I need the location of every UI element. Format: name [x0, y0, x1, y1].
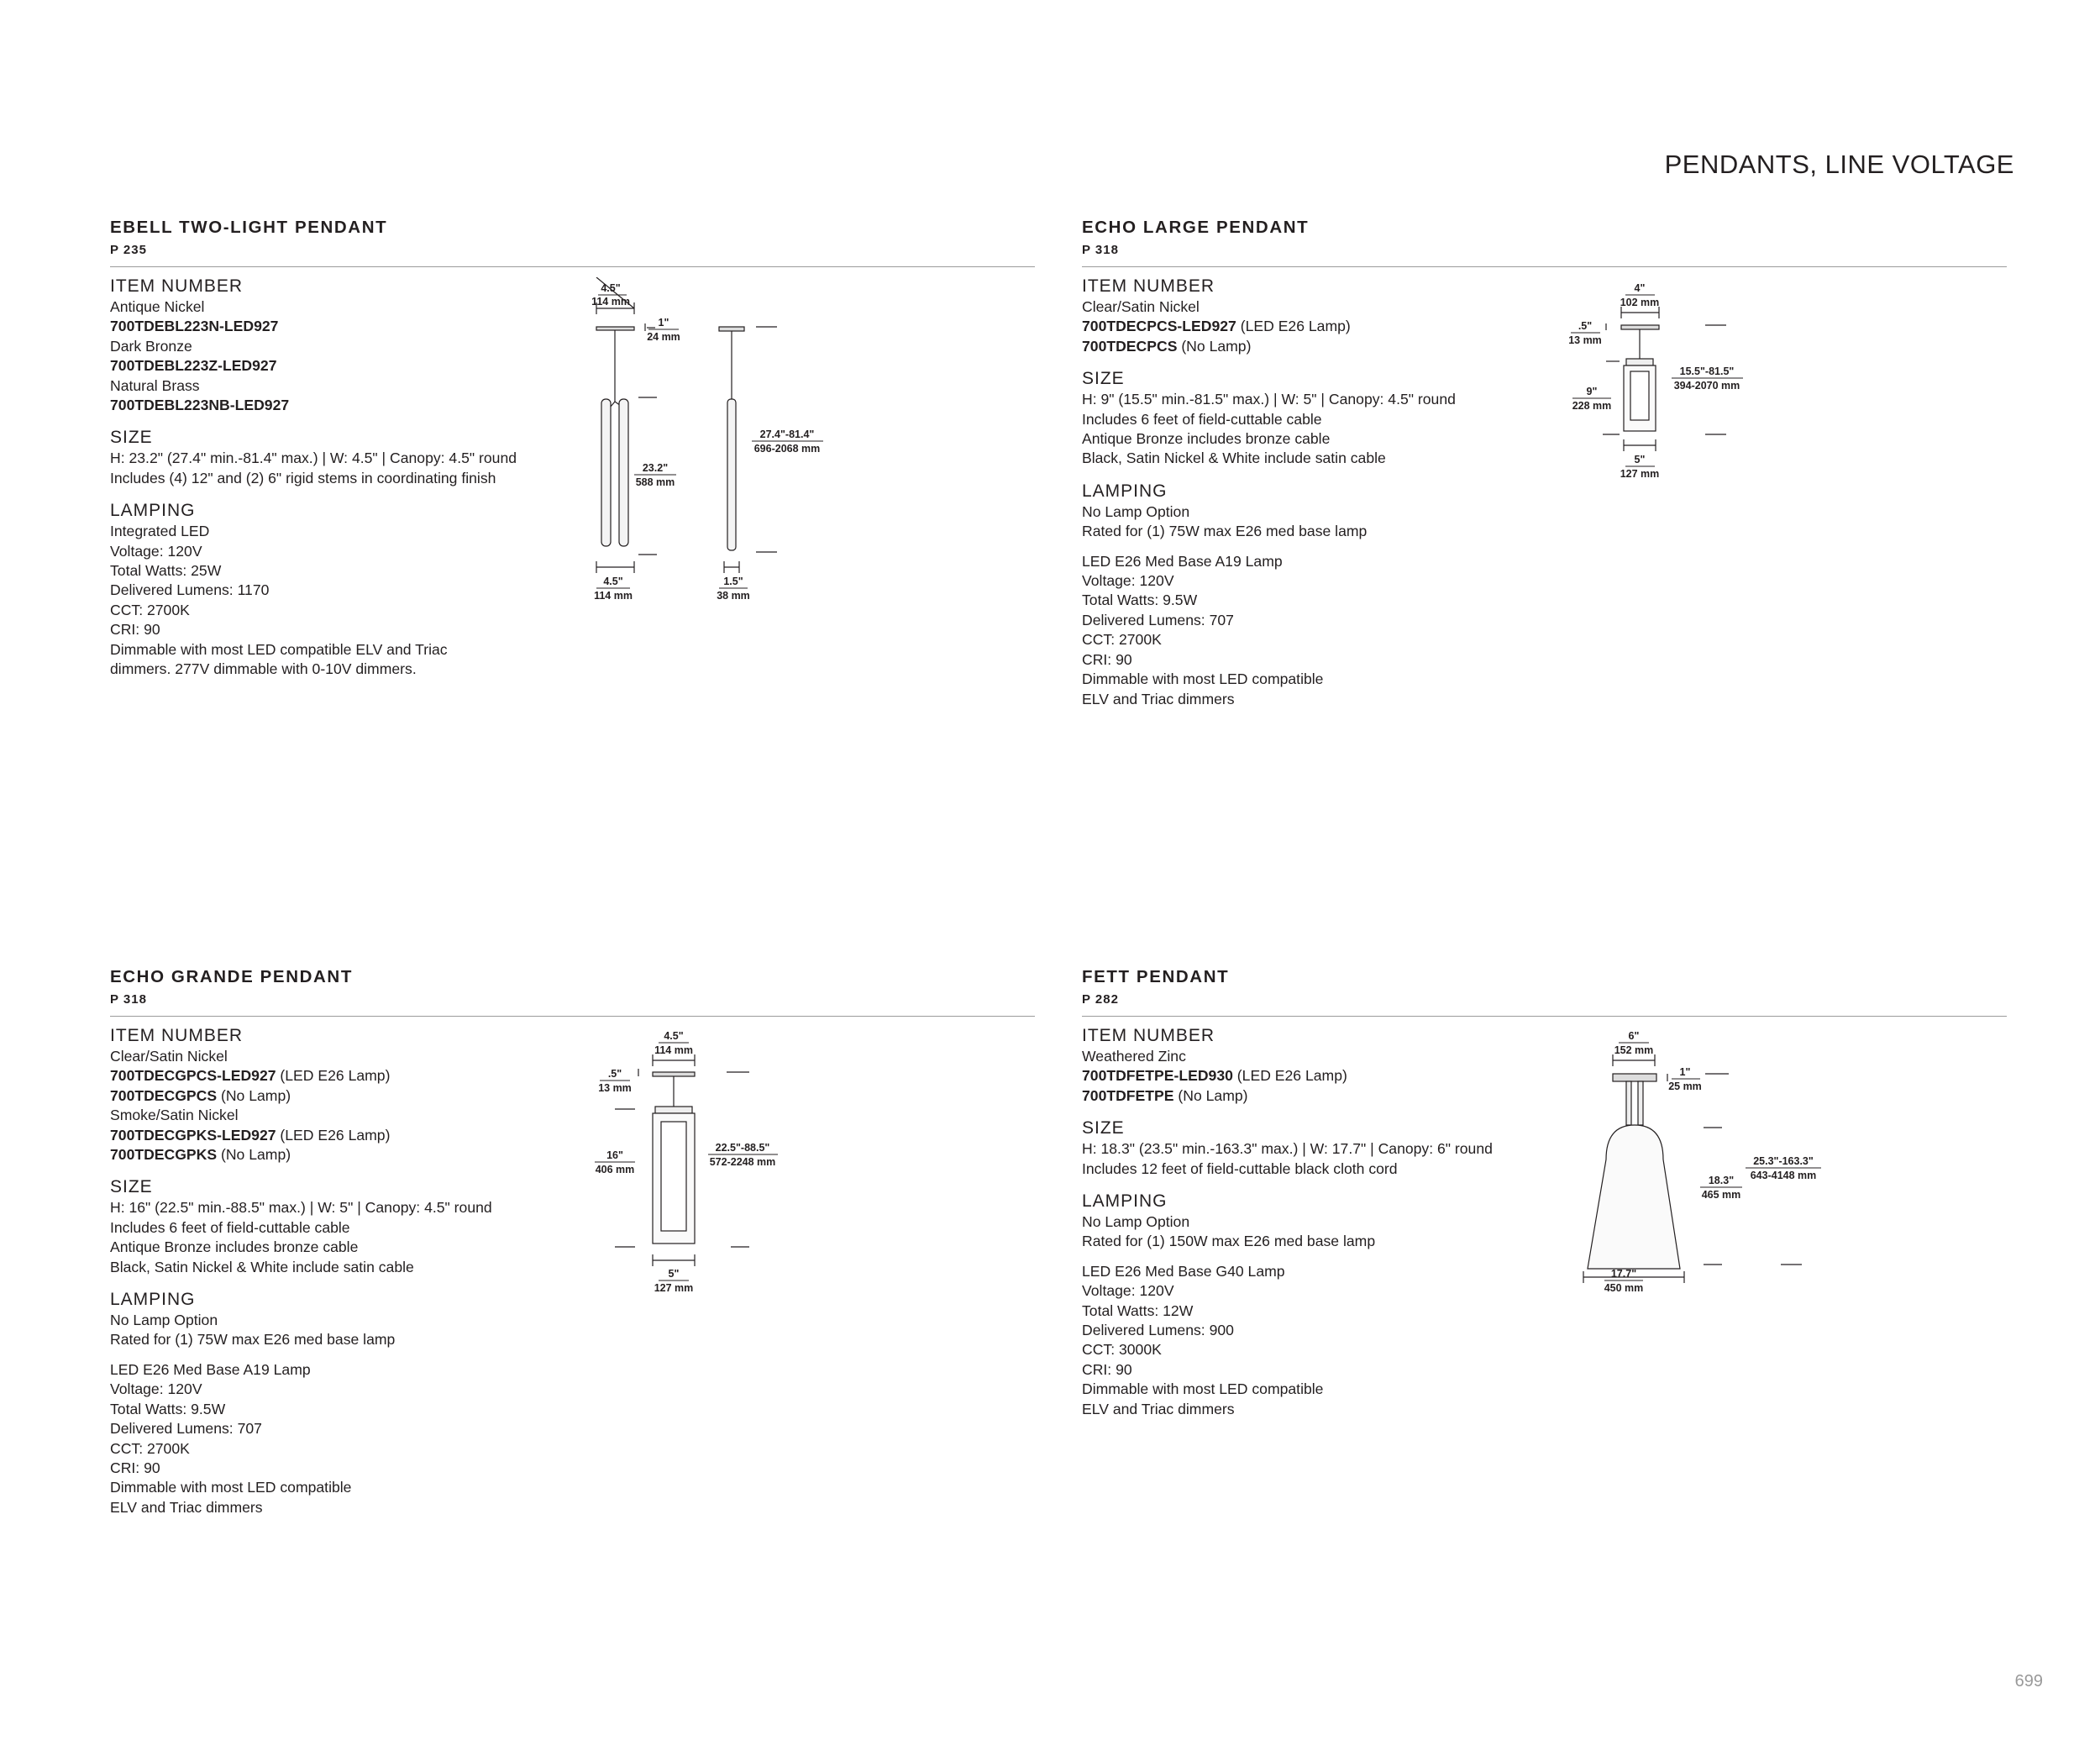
lamping-line: Delivered Lumens: 900 [1082, 1322, 1234, 1339]
dim-width-mm: 450 mm [1604, 1282, 1644, 1294]
size-heading: SIZE [1082, 369, 1125, 389]
page-reference: P 282 [1082, 992, 1119, 1007]
item-code: 700TDECPCS-LED927 [1082, 318, 1236, 335]
dim-canopy-h-mm: 25 mm [1668, 1081, 1702, 1092]
dim-canopy-h-mm: 24 mm [647, 331, 680, 343]
item-number-heading: ITEM NUMBER [110, 276, 243, 296]
product-title: EBELL TWO-LIGHT PENDANT [110, 218, 388, 237]
lamping-line: ELV and Triac dimmers [1082, 1400, 1235, 1417]
fett-dimension-drawing [1546, 1025, 1848, 1302]
dim-canopy-h-mm: 13 mm [598, 1082, 632, 1094]
size-line: H: 16" (22.5" min.-88.5" max.) | W: 5" | Canopy: 4.5" round [110, 1199, 492, 1217]
dim-canopy-h-in: 1" [658, 317, 669, 329]
size-line: H: 9" (15.5" min.-81.5" max.) | W: 5" | Canopy: 4.5" round [1082, 391, 1456, 408]
dim-width-mm: 127 mm [1620, 468, 1660, 480]
size-line: Includes (4) 12" and (2) 6" rigid stems in coordinating finish [110, 469, 496, 486]
product-title: ECHO LARGE PENDANT [1082, 218, 1310, 237]
section-divider [110, 1016, 1035, 1017]
dim-width-in: 5" [1634, 454, 1646, 465]
dim-body-h-in: 16" [606, 1149, 623, 1161]
item-code: 700TDECGPKS-LED927 [110, 1126, 276, 1144]
lamping-line: Dimmable with most LED compatible [110, 1479, 352, 1496]
echo-grande-dimension-drawing [588, 1025, 806, 1294]
dim-body-h-mm: 588 mm [635, 476, 675, 488]
echo-large-dimension-drawing [1554, 277, 1772, 487]
dim-body-h-mm: 406 mm [595, 1164, 635, 1175]
lamping-line: Delivered Lumens: 1170 [110, 581, 270, 599]
lamping-line: CRI: 90 [1082, 1360, 1132, 1378]
lamping-heading: LAMPING [110, 1290, 196, 1310]
tube-left [601, 399, 611, 546]
item-number-heading: ITEM NUMBER [1082, 276, 1215, 296]
dim-tube-mm: 38 mm [717, 590, 750, 602]
item-note: (No Lamp) [1173, 1086, 1248, 1104]
spec-text [110, 276, 580, 680]
lamping-line: CRI: 90 [1082, 650, 1132, 668]
lamping-heading: LAMPING [1082, 481, 1168, 501]
lamping-line: Integrated LED [110, 523, 210, 540]
size-line: H: 23.2" (27.4" min.-81.4" max.) | W: 4.5" | Canopy: 4.5" round [110, 450, 517, 467]
dim-canopy-in: 4.5" [601, 282, 621, 294]
lamping-line: Total Watts: 25W [110, 562, 222, 580]
dim-body-h-in: 18.3" [1708, 1175, 1735, 1186]
item-note: (No Lamp) [1177, 337, 1252, 355]
dim-overall-mm: 394-2070 mm [1673, 380, 1740, 392]
dim-canopy-mm: 114 mm [591, 296, 630, 308]
page-reference: P 318 [1082, 243, 1119, 257]
page-number: 699 [2014, 1672, 2043, 1691]
size-line: Antique Bronze includes bronze cable [1082, 430, 1331, 448]
lamping-line: No Lamp Option [1082, 502, 1190, 520]
item-code: 700TDFETPE-LED930 [1082, 1067, 1233, 1085]
lamping-line: Voltage: 120V [110, 542, 202, 560]
lamping-line: Voltage: 120V [110, 1380, 202, 1398]
dim-canopy-mm: 102 mm [1620, 297, 1660, 308]
lamping-line: CCT: 2700K [110, 601, 190, 618]
lamping-line: Delivered Lumens: 707 [1082, 611, 1234, 628]
ebell-dimension-drawing [580, 277, 848, 613]
lamping-line: Delivered Lumens: 707 [110, 1420, 262, 1438]
dim-canopy-h-in: .5" [607, 1068, 622, 1080]
lamping-line: CRI: 90 [110, 1459, 160, 1476]
lamping-line: CCT: 2700K [1082, 631, 1162, 649]
size-line: Antique Bronze includes bronze cable [110, 1238, 359, 1256]
lamping-line: Total Watts: 9.5W [110, 1400, 226, 1417]
item-finish: Antique Nickel [110, 298, 205, 315]
dim-body-h-in: 9" [1586, 386, 1598, 397]
item-finish: Dark Bronze [110, 337, 192, 355]
dim-canopy-mm: 114 mm [654, 1044, 693, 1056]
lamping-line: CRI: 90 [110, 621, 160, 639]
dim-canopy-h-mm: 13 mm [1568, 334, 1602, 346]
dim-overall-in: 22.5"-88.5" [715, 1142, 770, 1154]
item-code: 700TDEBL223Z-LED927 [110, 357, 277, 375]
item-code: 700TDEBL223NB-LED927 [110, 397, 290, 414]
section-divider [110, 266, 1035, 267]
lamping-line: No Lamp Option [1082, 1213, 1190, 1231]
dim-canopy-in: 4.5" [664, 1030, 684, 1042]
spec-text [110, 1025, 580, 1517]
size-line: H: 18.3" (23.5" min.-163.3" max.) | W: 17.7" | Canopy: 6" round [1082, 1140, 1493, 1158]
size-line: Includes 12 feet of field-cuttable black cloth cord [1082, 1159, 1398, 1177]
section-divider [1082, 266, 2007, 267]
dim-overall-mm: 643-4148 mm [1750, 1170, 1817, 1181]
lamping-line: LED E26 Med Base G40 Lamp [1082, 1262, 1285, 1280]
canopy-shape [596, 327, 634, 330]
section-divider [1082, 1016, 2007, 1017]
dim-canopy-h-in: .5" [1578, 320, 1593, 332]
dim-body-h-mm: 465 mm [1701, 1189, 1741, 1201]
dim-width-mm: 114 mm [594, 590, 633, 602]
lamping-line: Voltage: 120V [1082, 1282, 1174, 1300]
item-code: 700TDEBL223N-LED927 [110, 318, 279, 335]
lamping-heading: LAMPING [1082, 1191, 1168, 1212]
dim-width-in: 5" [668, 1268, 680, 1280]
item-code: 700TDECPCS [1082, 337, 1178, 355]
item-code: 700TDECGPCS-LED927 [110, 1067, 276, 1085]
lamping-line: Rated for (1) 150W max E26 med base lamp [1082, 1233, 1376, 1250]
lamping-line: Dimmable with most LED compatible ELV and Triac [110, 640, 448, 658]
size-heading: SIZE [1082, 1118, 1125, 1138]
dim-overall-mm: 572-2248 mm [709, 1156, 776, 1168]
dim-canopy-in: 6" [1628, 1030, 1640, 1042]
item-finish: Weathered Zinc [1082, 1048, 1186, 1065]
spec-text [1082, 1025, 1552, 1419]
lamping-line: dimmers. 277V dimmable with 0-10V dimmers. [110, 660, 417, 678]
spec-text [1082, 276, 1552, 709]
size-heading: SIZE [110, 1177, 153, 1197]
size-line: Includes 6 feet of field-cuttable cable [1082, 410, 1322, 428]
item-note: (LED E26 Lamp) [1232, 1067, 1347, 1085]
lamping-line: CCT: 2700K [110, 1439, 190, 1457]
item-finish: Clear/Satin Nickel [110, 1048, 228, 1065]
dim-width-in: 17.7" [1610, 1268, 1637, 1280]
dim-width-in: 4.5" [603, 576, 623, 587]
item-number-heading: ITEM NUMBER [1082, 1026, 1215, 1045]
item-number-heading: ITEM NUMBER [110, 1026, 243, 1045]
lamping-line: Total Watts: 9.5W [1082, 592, 1198, 609]
dim-body-h-in: 23.2" [642, 462, 669, 474]
item-finish: Clear/Satin Nickel [1082, 298, 1200, 315]
page-reference: P 318 [110, 992, 147, 1007]
dim-canopy-mm: 152 mm [1614, 1044, 1654, 1056]
size-line: Black, Satin Nickel & White include satin cable [1082, 450, 1386, 467]
shade-shape [1588, 1125, 1680, 1269]
item-note: (LED E26 Lamp) [276, 1126, 391, 1144]
item-finish: Smoke/Satin Nickel [110, 1107, 239, 1124]
lamping-line: Dimmable with most LED compatible [1082, 1380, 1324, 1398]
lamping-line: Dimmable with most LED compatible [1082, 670, 1324, 688]
lamping-line: No Lamp Option [110, 1312, 218, 1329]
item-note: (LED E26 Lamp) [276, 1067, 391, 1085]
item-note: (LED E26 Lamp) [1236, 318, 1351, 335]
dim-overall-in: 15.5"-81.5" [1679, 365, 1735, 377]
lamping-line: CCT: 3000K [1082, 1341, 1162, 1359]
lamping-line: ELV and Triac dimmers [110, 1498, 263, 1516]
lamping-line: Total Watts: 12W [1082, 1301, 1194, 1319]
dim-canopy-h-in: 1" [1679, 1066, 1691, 1078]
dim-canopy-in: 4" [1634, 282, 1646, 294]
item-code: 700TDECGPKS [110, 1146, 218, 1164]
dim-overall-mm: 696-2068 mm [753, 443, 821, 455]
dim-body-h-mm: 228 mm [1572, 400, 1612, 412]
product-title: ECHO GRANDE PENDANT [110, 967, 353, 986]
item-code: 700TDECGPCS [110, 1086, 218, 1104]
product-title: FETT PENDANT [1082, 967, 1230, 986]
lamping-heading: LAMPING [110, 501, 196, 521]
item-finish: Natural Brass [110, 376, 200, 394]
tube-right [619, 399, 628, 546]
item-code: 700TDFETPE [1082, 1086, 1174, 1104]
lamping-line: Rated for (1) 75W max E26 med base lamp [110, 1331, 396, 1349]
item-note: (No Lamp) [217, 1086, 291, 1104]
lamping-line: LED E26 Med Base A19 Lamp [110, 1360, 311, 1378]
size-line: Black, Satin Nickel & White include satin cable [110, 1258, 414, 1275]
item-note: (No Lamp) [217, 1146, 291, 1164]
dim-tube-in: 1.5" [723, 576, 743, 587]
lamping-line: LED E26 Med Base A19 Lamp [1082, 552, 1283, 570]
dim-overall-in: 25.3"-163.3" [1753, 1155, 1814, 1167]
page-heading: PENDANTS, LINE VOLTAGE [1664, 150, 2014, 179]
size-heading: SIZE [110, 428, 153, 448]
dim-overall-in: 27.4"-81.4" [759, 429, 815, 440]
lamping-line: ELV and Triac dimmers [1082, 690, 1235, 707]
size-line: Includes 6 feet of field-cuttable cable [110, 1218, 350, 1236]
page-reference: P 235 [110, 243, 147, 257]
lamping-line: Voltage: 120V [1082, 572, 1174, 590]
dim-width-mm: 127 mm [654, 1282, 694, 1294]
lamping-line: Rated for (1) 75W max E26 med base lamp [1082, 523, 1368, 540]
